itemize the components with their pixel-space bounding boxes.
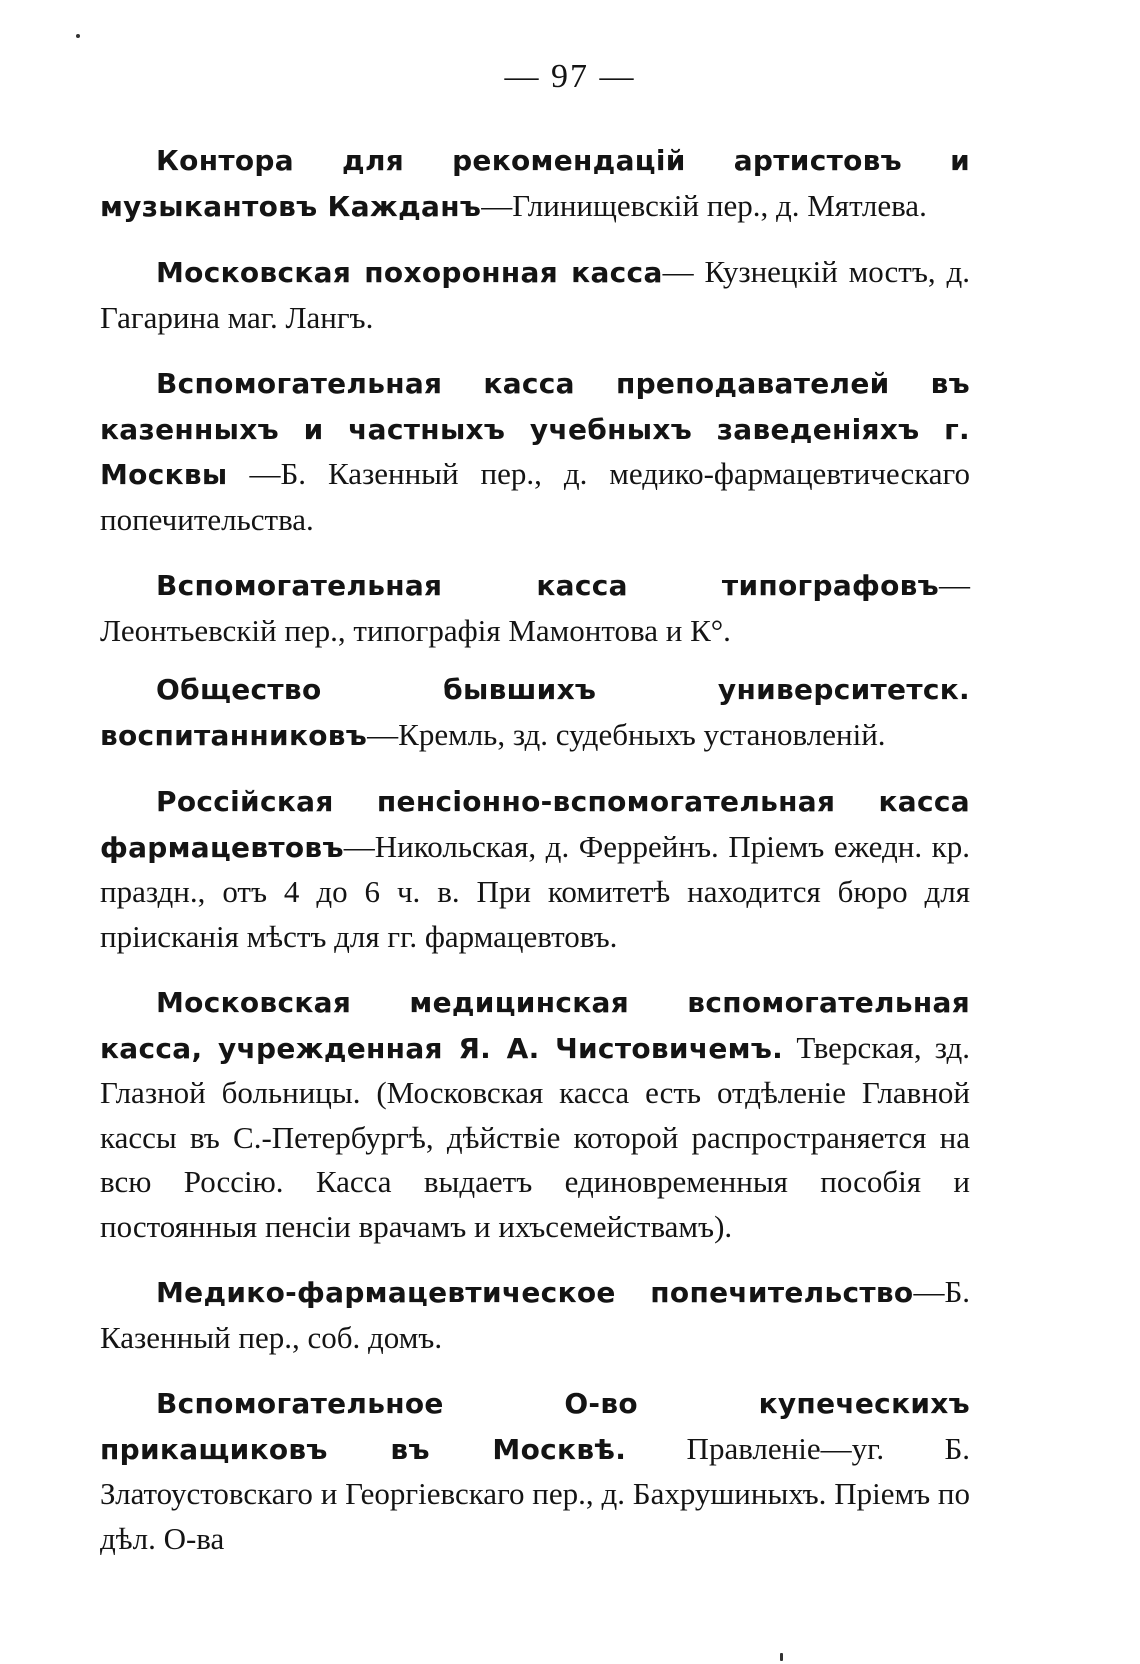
entry-details: —Кремль, зд. судебныхъ установленій.	[367, 716, 886, 752]
entry-name: Московская похоронная касса	[156, 256, 663, 289]
entry-details: — Кузнецкій мостъ, д. Гагарина маг. Лангъ.	[100, 254, 970, 335]
directory-entry	[100, 250, 970, 340]
directory-entry	[100, 361, 970, 542]
entry-name: Московская медицинская вспомогательная касса, учрежденная Я. А. Чистовичемъ.	[100, 986, 970, 1065]
entry-details: —Никольская, д. Феррейнъ. Пріемъ ежедн. кр. праздн., отъ 4 до 6 ч. в. При комитетѣ находится бюро для пріисканія мѣстъ для гг. фармацевтовъ.	[100, 828, 970, 954]
entry-name: Контора для рекомендацій артистовъ и музыкантовъ Кажданъ	[100, 144, 970, 223]
directory-entry	[100, 138, 970, 229]
entry-details: —Б. Казенный пер., соб. домъ.	[100, 1274, 970, 1355]
print-speck	[76, 34, 80, 38]
page-number: — 97 —	[504, 58, 636, 95]
directory-entry	[100, 980, 970, 1249]
directory-entry	[100, 1381, 970, 1561]
entry-name: Медико-фармацевтическое попечительство	[156, 1276, 914, 1309]
directory-entry	[100, 667, 970, 758]
entry-details: Правленіе—уг. Б. Златоустовскаго и Георгіевскаго пер., д. Бахрушиныхъ. Пріемъ по дѣл. О-ва	[100, 1430, 970, 1556]
print-speck	[780, 1653, 783, 1661]
entry-name: Вспомогательная касса преподавателей въ казенныхъ и частныхъ учебныхъ заведеніяхъ г. Москвы	[100, 367, 970, 491]
entry-name: Общество бывшихъ университетск. воспитанниковъ	[100, 673, 970, 752]
directory-entry	[100, 1270, 970, 1360]
entry-details: —Б. Казенный пер., д. медико-фармацевтическаго попечительства.	[100, 456, 970, 537]
entry-name: Вспомогательное О-во купеческихъ прикащиковъ въ Москвѣ.	[100, 1387, 970, 1466]
directory-entries	[100, 138, 970, 1582]
entry-details: —Леонтьевскій пер., типографія Мамонтова и К°.	[100, 567, 970, 648]
entry-name: Россійская пенсіонно-вспомогательная касса фармацевтовъ	[100, 785, 970, 864]
directory-entry	[100, 779, 970, 959]
entry-details: Тверская, зд. Глазной больницы. (Московская касса есть отдѣленіе Главной кассы въ С.-Петербургѣ, дѣйствіе которой распространяется на всю Россію. Касса выдаетъ единовременныя пособія и постоянныя пенсіи врачамъ и ихъсемействамъ).	[100, 1029, 971, 1244]
entry-name: Вспомогательная касса типографовъ	[156, 569, 939, 602]
entry-details: —Глинищевскій пер., д. Мятлева.	[481, 187, 927, 223]
directory-entry	[100, 563, 970, 653]
